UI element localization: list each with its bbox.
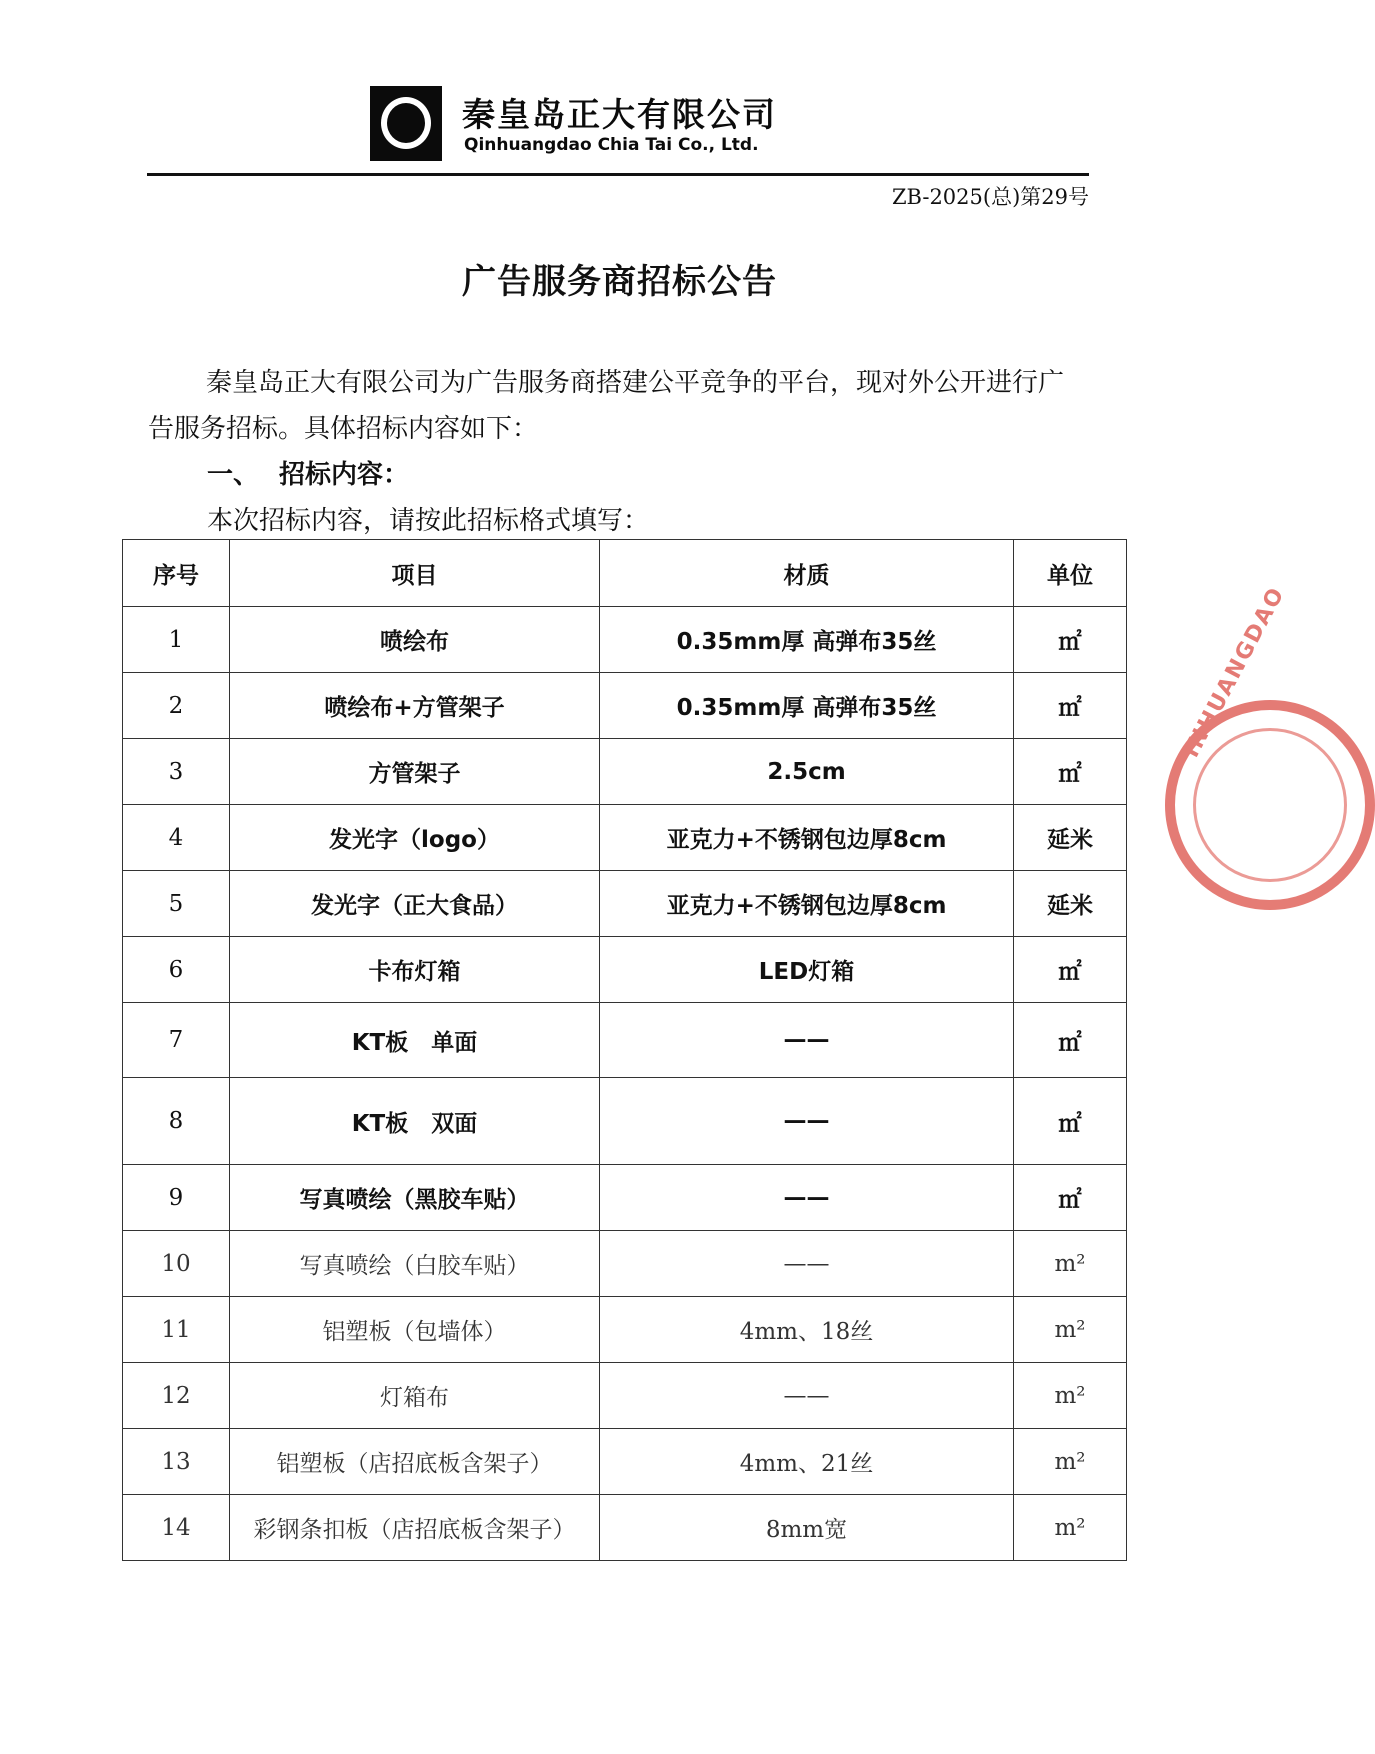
cell-item: 彩钢条扣板（店招底板含架子） [230,1495,600,1561]
cell-no: 14 [123,1495,230,1561]
cell-no: 10 [123,1231,230,1297]
cell-material: 4mm、18丝 [600,1297,1014,1363]
section-number: 一、 [207,460,260,490]
cell-no: 2 [123,673,230,739]
cell-material: —— [600,1363,1014,1429]
cell-unit: 延米 [1014,805,1127,871]
cell-unit: 延米 [1014,871,1127,937]
cell-item: 卡布灯箱 [230,937,600,1003]
header-material: 材质 [600,540,1014,607]
table-row [123,937,1127,1003]
bid-items-table [122,539,1127,1561]
table-header-row [123,540,1127,607]
cell-item: KT板 双面 [230,1078,600,1165]
table-row [123,805,1127,871]
cell-unit: m² [1014,1495,1127,1561]
table-row [123,739,1127,805]
table-row [123,1003,1127,1078]
cell-unit: ㎡ [1014,1078,1127,1165]
cell-unit: ㎡ [1014,607,1127,673]
table-row [123,1165,1127,1231]
cell-no: 6 [123,937,230,1003]
table-row [123,1495,1127,1561]
cell-no: 1 [123,607,230,673]
header-no: 序号 [123,540,230,607]
cell-material: LED灯箱 [600,937,1014,1003]
cell-unit: m² [1014,1297,1127,1363]
cell-no: 12 [123,1363,230,1429]
cell-material: —— [600,1003,1014,1078]
seal-inner-ring [1193,728,1347,882]
cell-material: 亚克力+不锈钢包边厚8cm [600,871,1014,937]
table-row [123,871,1127,937]
cell-unit: m² [1014,1231,1127,1297]
table-row [123,1231,1127,1297]
section-instruction: 本次招标内容，请按此招标格式填写： [207,506,650,536]
cell-item: 铝塑板（包墙体） [230,1297,600,1363]
cell-item: KT板 单面 [230,1003,600,1078]
header-item: 项目 [230,540,600,607]
cell-material: —— [600,1231,1014,1297]
company-logo [370,86,442,161]
cell-unit: m² [1014,1429,1127,1495]
cell-no: 3 [123,739,230,805]
company-seal [1165,582,1375,910]
table-row [123,1429,1127,1495]
cell-no: 4 [123,805,230,871]
company-name-cn: 秦皇岛正大有限公司 [462,95,777,134]
cell-unit: ㎡ [1014,739,1127,805]
table-row [123,1363,1127,1429]
header-divider [147,173,1089,176]
cell-material: 8mm宽 [600,1495,1014,1561]
cell-item: 写真喷绘（黑胶车贴） [230,1165,600,1231]
document-number: ZB-2025(总)第29号 [891,185,1089,209]
cell-item: 铝塑板（店招底板含架子） [230,1429,600,1495]
section-title: 招标内容： [279,460,410,490]
cell-material: —— [600,1165,1014,1231]
cell-no: 5 [123,871,230,937]
cell-item: 写真喷绘（白胶车贴） [230,1231,600,1297]
cell-material: —— [600,1078,1014,1165]
cell-no: 9 [123,1165,230,1231]
cell-material: 0.35mm厚 高弹布35丝 [600,673,1014,739]
cell-no: 7 [123,1003,230,1078]
cell-unit: ㎡ [1014,1165,1127,1231]
cell-item: 方管架子 [230,739,600,805]
cell-no: 11 [123,1297,230,1363]
cell-unit: m² [1014,1363,1127,1429]
cell-item: 喷绘布+方管架子 [230,673,600,739]
cell-item: 灯箱布 [230,1363,600,1429]
cell-item: 喷绘布 [230,607,600,673]
company-name-en: Qinhuangdao Chia Tai Co., Ltd. [464,135,759,155]
cell-material: 2.5cm [600,739,1014,805]
table-row [123,1078,1127,1165]
page-title: 广告服务商招标公告 [462,262,777,302]
cell-material: 亚克力+不锈钢包边厚8cm [600,805,1014,871]
table-row [123,1297,1127,1363]
cell-no: 13 [123,1429,230,1495]
table-row [123,673,1127,739]
cell-item: 发光字（正大食品） [230,871,600,937]
letterhead [370,86,790,166]
cell-unit: ㎡ [1014,673,1127,739]
cell-unit: ㎡ [1014,937,1127,1003]
cell-material: 0.35mm厚 高弹布35丝 [600,607,1014,673]
section-heading [207,454,409,491]
cell-material: 4mm、21丝 [600,1429,1014,1495]
header-unit: 单位 [1014,540,1127,607]
table-row [123,607,1127,673]
logo-ring-icon [381,97,431,149]
cell-unit: ㎡ [1014,1003,1127,1078]
intro-paragraph: 秦皇岛正大有限公司为广告服务商搭建公平竞争的平台，现对外公开进行广告服务招标。具体招标内容如下： [148,368,1065,444]
cell-item: 发光字（logo） [230,805,600,871]
cell-no: 8 [123,1078,230,1165]
seal-text: INHUANGDAO [1179,582,1291,762]
